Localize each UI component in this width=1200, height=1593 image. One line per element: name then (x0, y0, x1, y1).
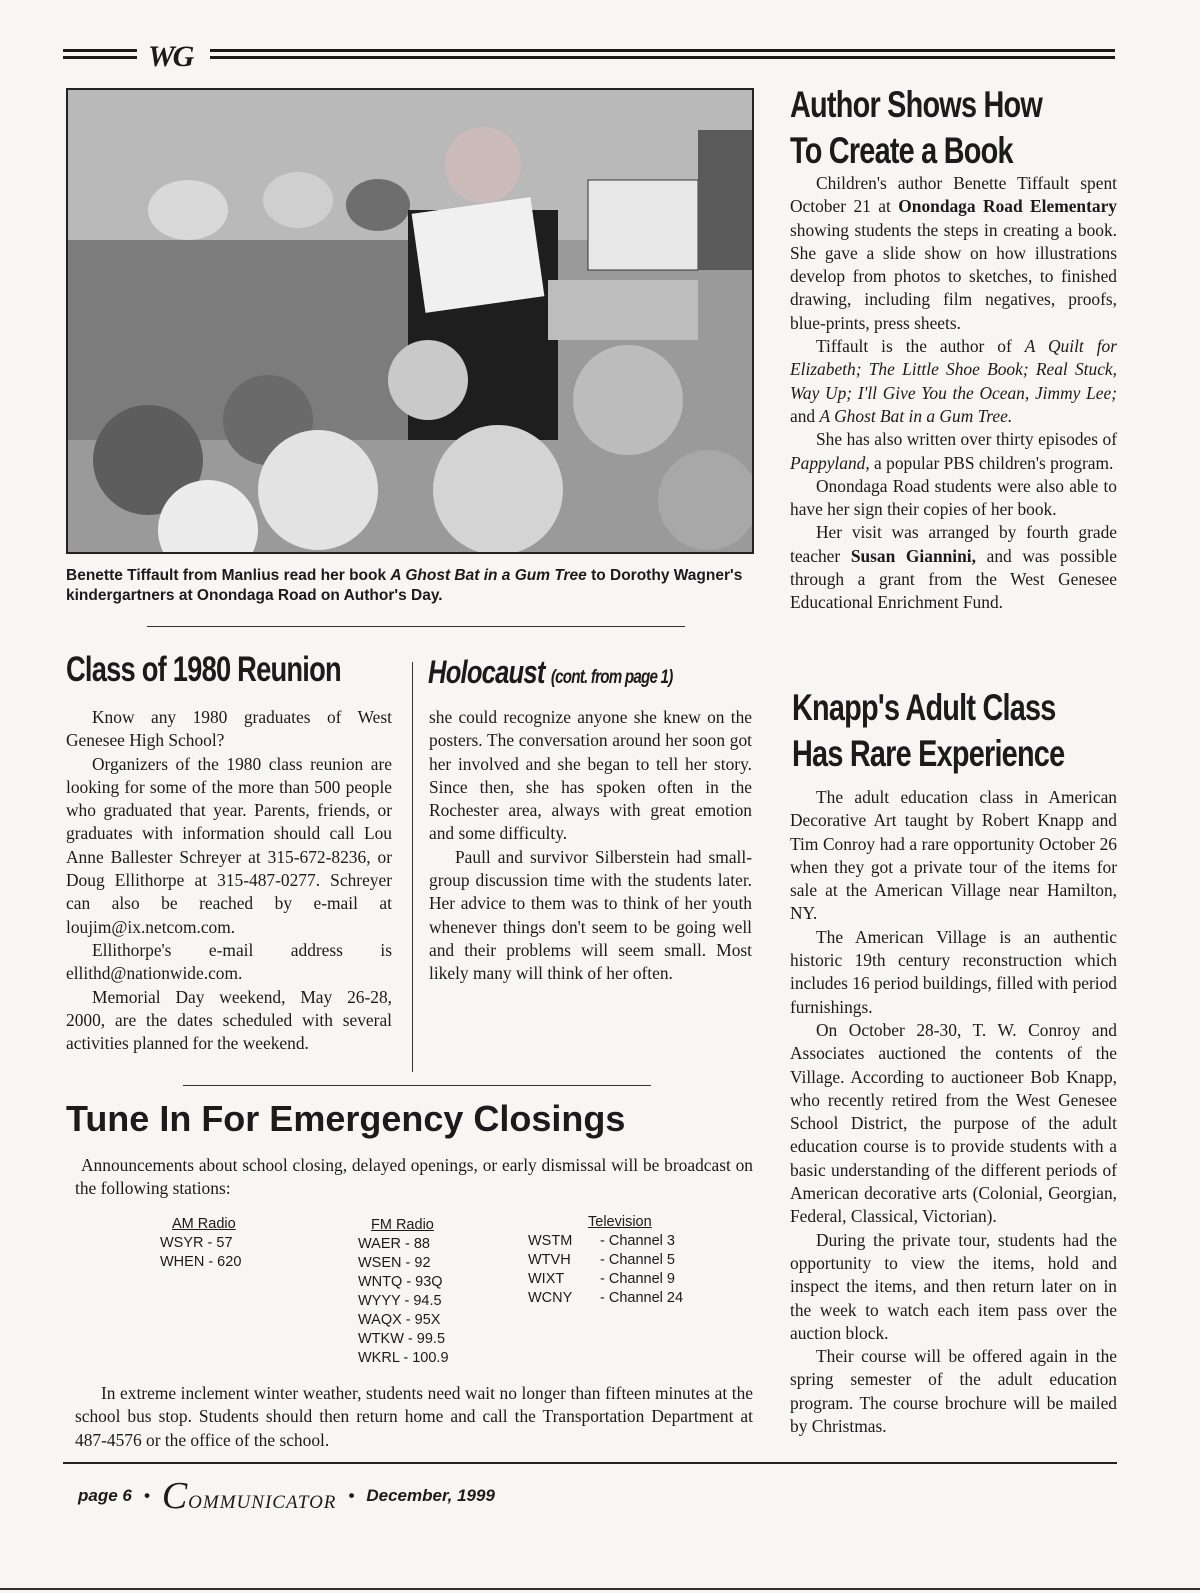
paragraph: Onondaga Road students were also able to have her sign their copies of her book. (790, 475, 1117, 520)
issue-date: December, 1999 (366, 1486, 495, 1505)
tv-call-sign: WSTM (528, 1233, 573, 1249)
author-headline-line1: Author Shows How (790, 84, 1043, 125)
station-item: WNTQ - 93Q (358, 1274, 443, 1290)
paragraph: On October 28-30, T. W. Conroy and Associates auctioned the contents of the Village. According to auctioneer Bob Knapp, who recently retired from the West Genesee School District, the purpose of the adult education course is to provide students with a basic understanding of the different periods of American decorative arts (Colonial, Georgian, Federal, Classical, Victorian). (790, 1019, 1117, 1227)
divider-rule (183, 1085, 651, 1086)
paragraph: Their course will be offered again in the spring semester of the adult education program. The course brochure will be mailed by Christmas. (790, 1346, 1117, 1437)
divider-rule (147, 626, 685, 627)
am-radio-header: AM Radio (172, 1216, 236, 1232)
paragraph: Tiffault is the author of A Quilt for Elizabeth; The Little Shoe Book; Real Stuck, Way Up; I'll Give You the Ocean, Jimmy Lee; and A Ghost Bat in a Gum Tree. (790, 336, 1117, 426)
masthead-rule-left (63, 49, 137, 59)
scan-edge-line (0, 1588, 1200, 1590)
masthead-rule-right (210, 49, 1115, 59)
paragraph: Children's author Benette Tiffault spent October 21 at Onondaga Road Elementary showing students the steps in creating a book. She gave a slide show on how illustrations develop from photos to sketches, to finished drawing, including film negatives, proofs, blue-prints, press sheets. (790, 173, 1117, 333)
footer-bullet: • (143, 1486, 150, 1505)
caption-book-title: A Ghost Bat in a Gum Tree (390, 567, 587, 584)
paragraph: In extreme inclement winter weather, students need wait no longer than fifteen minutes at the school bus stop. Students should then return home and call the Transportation Department at 487-4576 or the office of the school. (75, 1383, 753, 1450)
tv-station-row (528, 1289, 683, 1308)
paragraph: Her visit was arranged by fourth grade teacher Susan Giannini, and was possible through a grant from the West Genesee Educational Enrichment Fund. (790, 522, 1117, 613)
paragraph: Ellithorpe's e-mail address is ellithd@nationwide.com. (66, 939, 392, 984)
tv-call-sign: WTVH (528, 1252, 571, 1268)
caption-text-end: to Dorothy Wagner's kindergartners at Onondaga Road on Author's Day. (66, 567, 743, 604)
knapp-headline-line1: Knapp's Adult Class (792, 687, 1056, 728)
publication-initial: C (161, 1475, 189, 1517)
footer-rule (63, 1462, 1117, 1464)
closings-intro (75, 1154, 753, 1201)
holocaust-title: Holocaust (428, 654, 545, 690)
station-item: WKRL - 100.9 (358, 1350, 449, 1366)
paragraph: The American Village is an authentic historic 19th century reconstruction which includes 16 period buildings, filled with period furnishings. (790, 926, 1117, 1017)
station-item: WHEN - 620 (160, 1254, 242, 1270)
author-day-photo (66, 88, 754, 554)
paragraph: Organizers of the 1980 class reunion are looking for some of the more than 500 people who graduated that year. Parents, friends, or graduates with information should call Lou Anne Ballester Schreyer at 315-672-8236, or Doug Ellithorpe at 315-487-0277. Schreyer can also be reached by e-mail at loujim@ix.netcom.com. (66, 753, 392, 937)
television-header: Television (588, 1214, 652, 1230)
tv-station-row (528, 1251, 683, 1270)
holocaust-article-body (429, 706, 752, 986)
column-divider (412, 662, 413, 1072)
tv-channel: - Channel 5 (600, 1252, 675, 1268)
tv-channel: - Channel 24 (600, 1290, 684, 1306)
closings-instructions (75, 1382, 753, 1452)
caption-text: Benette Tiffault from Manlius read her book (66, 567, 391, 584)
author-headline-line2: To Create a Book (790, 130, 1013, 171)
page-footer (78, 1474, 495, 1518)
footer-bullet: • (348, 1486, 355, 1505)
station-item: WTKW - 99.5 (358, 1331, 446, 1347)
television-list (528, 1213, 683, 1308)
photo-caption (66, 566, 766, 606)
station-item: WYYY - 94.5 (358, 1293, 442, 1309)
paragraph: she could recognize anyone she knew on the posters. The conversation around her soon got her involved and she began to tell her story. Since then, she has spoken often in the Rochester area, always with great emotion and some difficulty. (429, 707, 752, 844)
holocaust-headline (428, 654, 780, 691)
holocaust-continued-note: (cont. from page 1) (550, 667, 673, 688)
fm-radio-list (358, 1216, 449, 1368)
masthead-logo: WG (148, 40, 193, 73)
author-headline (790, 82, 1118, 174)
tv-call-sign: WIXT (528, 1271, 565, 1287)
tv-channel: - Channel 3 (600, 1233, 675, 1249)
station-item: WSYR - 57 (160, 1235, 233, 1251)
fm-radio-header: FM Radio (371, 1217, 434, 1233)
tv-station-row (528, 1270, 683, 1289)
paragraph: Announcements about school closing, delayed openings, or early dismissal will be broadcast on the following stations: (75, 1155, 753, 1199)
page-number: page 6 (78, 1486, 132, 1505)
paragraph: She has also written over thirty episodes of Pappyland, a popular PBS children's program. (790, 429, 1117, 473)
author-article-body (790, 172, 1117, 615)
publication-name (162, 1474, 337, 1518)
station-item: WAER - 88 (358, 1236, 430, 1252)
tv-channel: - Channel 9 (600, 1271, 675, 1287)
reunion-article-body (66, 706, 392, 1055)
reunion-headline: Class of 1980 Reunion (66, 650, 341, 689)
am-radio-list (160, 1215, 241, 1272)
closings-headline: Tune In For Emergency Closings (66, 1098, 626, 1139)
station-item: WSEN - 92 (358, 1255, 431, 1271)
classroom-photo-illustration (68, 90, 752, 552)
tv-station-row (528, 1232, 683, 1251)
tv-call-sign: WCNY (528, 1290, 573, 1306)
knapp-article-body (790, 786, 1117, 1438)
knapp-headline (792, 685, 1120, 777)
station-item: WAQX - 95X (358, 1312, 441, 1328)
publication-name-rest: OMMUNICATOR (188, 1492, 337, 1513)
knapp-headline-line2: Has Rare Experience (792, 733, 1065, 774)
paragraph: Memorial Day weekend, May 26-28, 2000, are the dates scheduled with several activities planned for the weekend. (66, 986, 392, 1054)
paragraph: Paull and survivor Silberstein had small-group discussion time with the students later. Her advice to them was to think of her youth whenever things don't seem to be going well and their problems will seem small. Most likely many will think of her often. (429, 846, 752, 984)
paragraph: Know any 1980 graduates of West Genesee High School? (66, 707, 392, 751)
paragraph: During the private tour, students had the opportunity to view the items, hold and inspect the items, and then return later on in the week to watch each item pass over the auction block. (790, 1229, 1117, 1343)
paragraph: The adult education class in American Decorative Art taught by Robert Knapp and Tim Conroy had a rare opportunity October 26 when they got a private tour of the items for sale at the American Village near Hamilton, NY. (790, 787, 1117, 924)
